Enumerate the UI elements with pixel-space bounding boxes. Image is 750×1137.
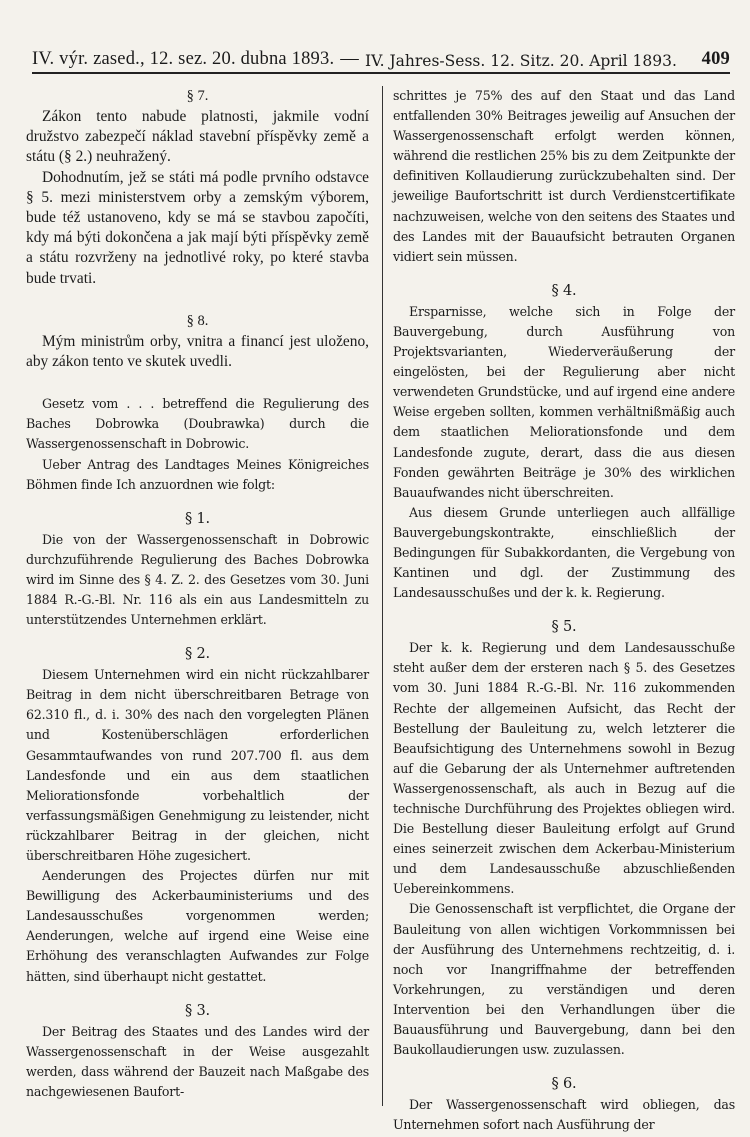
section-heading: § 6. xyxy=(551,1076,577,1093)
header-czech: IV. výr. zased., 12. sez. 20. dubna 1893. xyxy=(32,49,335,69)
paragraph: Aenderungen des Projectes dürfen nur mit Bewilligung des Ackerbauministeriums und des Landesausschußes vorgenommen werden; Aenderungen, welche auf irgend eine Weise eine Erhöhung des veranschlagten Aufwandes zur Folge hätten, sind überhaupt nicht gestattet. xyxy=(26,868,369,984)
paragraph: Der k. k. Regierung und dem Landesausschuße steht außer dem der ersteren nach § 5. des Gesetzes vom 30. Juni 1884 R.-G.-Bl. Nr. 116 zukommenden Rechte der allgemeinen Aufsicht, das Recht der Bestellung der Bauleitung zu, welch letzterer die Beaufsichtigung des Unternehmens sowohl in Bezug auf die Gebarung der als Unternehmer auftretenden Wassergenossenschaft, als auch in Bezug auf die technische Durchführung des Projektes obliegen wird. Die Bestellung dieser Bauleitung erfolgt auf Grund eines seinerzeit zwischen dem Ackerbau-Ministerium und dem Landesausschuße abzuschließenden Uebereinkommens. xyxy=(393,640,735,897)
paragraph: Zákon tento nabude platnosti, jakmile vodní družstvo zabezpečí náklad stavební příspěvky země a státu (§ 2.) neuhražený. xyxy=(26,108,369,166)
right-column xyxy=(393,86,735,1135)
section-heading: § 5. xyxy=(551,619,577,636)
left-column xyxy=(26,86,369,1102)
paragraph: Mým ministrům orby, vnitra a financí jest uloženo, aby zákon tento ve skutek uvedli. xyxy=(26,332,369,371)
german-text xyxy=(26,394,369,1102)
paragraph: Die von der Wassergenossenschaft in Dobrowic durchzuführende Regulierung des Baches Dobrowka wird im Sinne des § 4. Z. 2. des Gesetzes vom 30. Juni 1884 R.-G.-Bl. Nr. 116 als ein aus Landesmitteln zu unterstützendes Unternehmen erklärt. xyxy=(26,531,369,628)
paragraph: Aus diesem Grunde unterliegen auch allfällige Bauvergebungskontrakte, einschließlich der Bedingungen für Subakkordanten, die Vergebung von Kantinen und dgl. der Zustimmung des Landesausschußes und der k. k. Regierung. xyxy=(393,504,735,601)
section-heading: § 4. xyxy=(551,282,577,299)
section-heading: § 8. xyxy=(186,312,209,329)
column-divider xyxy=(382,86,383,1106)
czech-text xyxy=(26,86,369,372)
paragraph: Dohodnutím, jež se státi má podle prvního odstavce § 5. mezi ministerstvem orby a zemským výborem, bude též ustanoveno, kdy se má se stavbou započíti, kdy má býti dokončena a jak mají býti příspěvky země a státu rozvrženy na jednotlivé roky, po které stavba bude trvati. xyxy=(26,168,369,287)
header-dash: — xyxy=(340,49,359,69)
law-title: Gesetz vom . . . betreffend die Regulierung des Baches Dobrowka (Doubrawka) durch die Wassergenossenschaft in Dobrowic. xyxy=(26,396,369,452)
paragraph: schrittes je 75% des auf den Staat und das Land entfallenden 30% Beitrages jeweilig auf Ansuchen der Wassergenossenschaft erfolgt werden können, während die restlichen 25% bis zu dem Zeitpunkte der definitiven Kollaudierung zurückzubehalten sind. Der jeweilige Baufortschritt ist durch Verdienstcertifikate nachzuweisen, welche von den seitens des Staates und des Landes mit der Bauaufsicht betrauten Organen vidiert sein müssen. xyxy=(393,88,735,264)
paragraph: Der Beitrag des Staates und des Landes wird der Wassergenossenschaft in der Weise ausgezahlt werden, dass während der Bauzeit nach Maßgabe des nachgewiesenen Baufort- xyxy=(26,1023,369,1099)
paragraph: Diesem Unternehmen wird ein nicht rückzahlbarer Beitrag in dem nicht überschreitbaren Betrage von 62.310 fl., d. i. 30% des nach den vorgelegten Plänen und Kostenüberschlägen erforderlichen Gesammtaufwandes von rund 207.700 fl. aus dem Landesfonde und ein aus dem staatlichen Meliorationsfonde vorbehaltlich der verfassungsmäßigen Genehmigung zu leistender, nicht rückzahlbarer Beitrag in der gleichen, nicht überschreitbaren Höhe zugesichert. xyxy=(26,667,369,864)
page-number: 409 xyxy=(701,49,730,69)
section-heading: § 3. xyxy=(185,1002,210,1019)
section-heading: § 7. xyxy=(186,88,209,104)
section-heading: § 1. xyxy=(185,510,210,527)
paragraph: Ueber Antrag des Landtages Meines Königreiches Böhmen finde Ich anzuordnen wie folgt: xyxy=(26,456,369,492)
paragraph: Der Wassergenossenschaft wird obliegen, das Unternehmen sofort nach Ausführung der xyxy=(393,1097,735,1133)
section-heading: § 2. xyxy=(185,646,210,663)
paragraph: Die Genossenschaft ist verpflichtet, die Organe der Bauleitung von allen wichtigen Vorkommnissen bei der Ausführung des Unternehmens rechtzeitig, d. i. noch vor Inangriffnahme der betreffenden Vorkehrungen, zu verständigen und deren Intervention bei den Verhandlungen über die Bauausführung und Bauvergebung, dann bei den Baukollaudierungen usw. zuzulassen. xyxy=(393,901,735,1058)
running-header xyxy=(32,36,730,74)
paragraph: Ersparnisse, welche sich in Folge der Bauvergebung, durch Ausführung von Projektsvarianten, Wiederveräußerung der eingelösten, bei der Regulierung aber nicht verwendeten Grundstücke, und auf irgend eine andere Weise ergeben sollten, kommen verhältnißmäßig auch dem staatlichen Meliorationsfonde und dem Landesfonde zugute, derart, dass die aus diesen Fonden gewährten Beiträge je 30% des wirklichen Bauaufwandes nicht überschreiten. xyxy=(393,303,735,500)
header-german: IV. Jahres-Sess. 12. Sitz. 20. April 1893. xyxy=(364,52,677,70)
